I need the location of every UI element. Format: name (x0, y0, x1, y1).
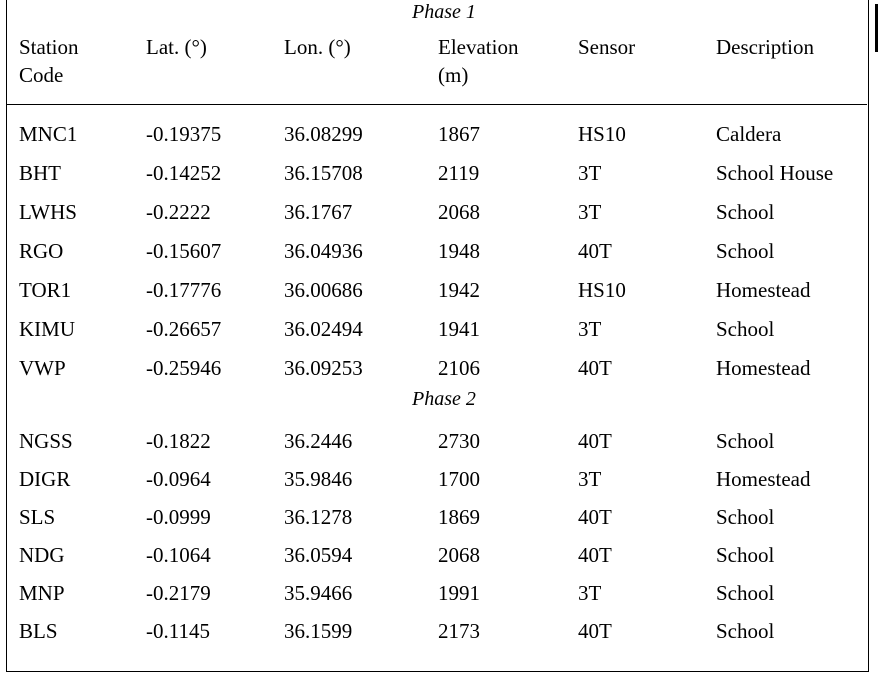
cell-longitude: 36.02494 (284, 317, 363, 341)
cell-longitude: 36.0594 (284, 543, 353, 567)
table-row (0, 311, 888, 347)
cell-sensor: 3T (578, 161, 602, 185)
cell-sensor: 40T (578, 505, 612, 529)
cell-station-code: KIMU (19, 317, 75, 341)
cell-longitude: 36.1278 (284, 505, 353, 529)
cell-station-code: NDG (19, 543, 65, 567)
cell-latitude: -0.1064 (146, 543, 211, 567)
header-latitude: Lat. (°) (146, 35, 207, 59)
cell-latitude: -0.1145 (146, 619, 210, 643)
cell-description: School (716, 581, 775, 605)
cell-longitude: 36.00686 (284, 278, 363, 302)
cell-longitude: 36.09253 (284, 356, 363, 380)
cell-latitude: -0.26657 (146, 317, 222, 341)
cell-longitude: 36.15708 (284, 161, 363, 185)
table-row (0, 499, 888, 535)
phase-2-label: Phase 2 (412, 388, 476, 410)
cell-longitude: 36.04936 (284, 239, 363, 263)
phase-1-label: Phase 1 (412, 1, 476, 23)
cell-sensor: 40T (578, 543, 612, 567)
cell-elevation: 2730 (438, 429, 480, 453)
table-row (0, 155, 888, 191)
cell-station-code: DIGR (19, 467, 71, 491)
cell-elevation: 2106 (438, 356, 480, 380)
cell-station-code: TOR1 (19, 278, 72, 302)
cell-latitude: -0.0999 (146, 505, 211, 529)
cell-station-code: RGO (19, 239, 64, 263)
cell-station-code: MNP (19, 581, 65, 605)
cell-sensor: HS10 (578, 122, 626, 146)
cell-latitude: -0.14252 (146, 161, 222, 185)
table-row (0, 613, 888, 649)
table-row (0, 461, 888, 497)
cell-description: Caldera (716, 122, 782, 146)
cell-station-code: NGSS (19, 429, 73, 453)
header-description: Description (716, 35, 814, 59)
cell-sensor: 40T (578, 619, 612, 643)
cell-elevation: 1991 (438, 581, 480, 605)
cell-station-code: LWHS (19, 200, 77, 224)
cell-description: School (716, 200, 775, 224)
cell-station-code: MNC1 (19, 122, 78, 146)
table-row (0, 575, 888, 611)
cell-sensor: 3T (578, 467, 602, 491)
cell-elevation: 1700 (438, 467, 480, 491)
cell-description: School (716, 543, 775, 567)
cell-station-code: VWP (19, 356, 66, 380)
cell-longitude: 36.1767 (284, 200, 353, 224)
cell-longitude: 35.9846 (284, 467, 353, 491)
cell-elevation: 2119 (438, 161, 480, 185)
cell-elevation: 1869 (438, 505, 480, 529)
cell-station-code: BLS (19, 619, 58, 643)
table-row (0, 233, 888, 269)
cell-sensor: 40T (578, 356, 612, 380)
cell-latitude: -0.2179 (146, 581, 211, 605)
header-station-code: Station Code (19, 35, 79, 87)
cell-elevation: 1941 (438, 317, 480, 341)
cell-sensor: 3T (578, 317, 602, 341)
header-elevation: Elevation (m) (438, 35, 519, 87)
cell-station-code: SLS (19, 505, 56, 529)
cell-longitude: 36.08299 (284, 122, 363, 146)
cell-sensor: 40T (578, 429, 612, 453)
cell-latitude: -0.0964 (146, 467, 211, 491)
cell-sensor: 3T (578, 581, 602, 605)
table-row (0, 350, 888, 386)
table-row (0, 272, 888, 308)
header-sensor: Sensor (578, 35, 636, 59)
table-row (0, 537, 888, 573)
cell-description: School (716, 317, 775, 341)
cell-longitude: 36.2446 (284, 429, 353, 453)
table-row (0, 116, 888, 152)
cell-description: Homestead (716, 278, 811, 302)
cell-sensor: HS10 (578, 278, 626, 302)
cell-elevation: 2068 (438, 200, 480, 224)
table-row (0, 423, 888, 459)
cell-description: School (716, 429, 775, 453)
cell-longitude: 35.9466 (284, 581, 353, 605)
cell-sensor: 3T (578, 200, 602, 224)
header-longitude: Lon. (°) (284, 35, 351, 59)
cell-elevation: 2173 (438, 619, 480, 643)
cell-elevation: 1867 (438, 122, 480, 146)
cell-latitude: -0.15607 (146, 239, 222, 263)
cell-latitude: -0.25946 (146, 356, 222, 380)
cell-description: School (716, 239, 775, 263)
cell-longitude: 36.1599 (284, 619, 353, 643)
cell-description: Homestead (716, 356, 811, 380)
cell-elevation: 1942 (438, 278, 480, 302)
cell-latitude: -0.2222 (146, 200, 211, 224)
cell-elevation: 1948 (438, 239, 480, 263)
cell-elevation: 2068 (438, 543, 480, 567)
table-row (0, 194, 888, 230)
cell-description: School House (716, 161, 834, 185)
cell-latitude: -0.1822 (146, 429, 211, 453)
cell-latitude: -0.17776 (146, 278, 222, 302)
header-divider (7, 104, 867, 105)
cell-description: School (716, 619, 775, 643)
cell-sensor: 40T (578, 239, 612, 263)
cell-description: Homestead (716, 467, 811, 491)
cell-latitude: -0.19375 (146, 122, 222, 146)
cell-station-code: BHT (19, 161, 61, 185)
cell-description: School (716, 505, 775, 529)
